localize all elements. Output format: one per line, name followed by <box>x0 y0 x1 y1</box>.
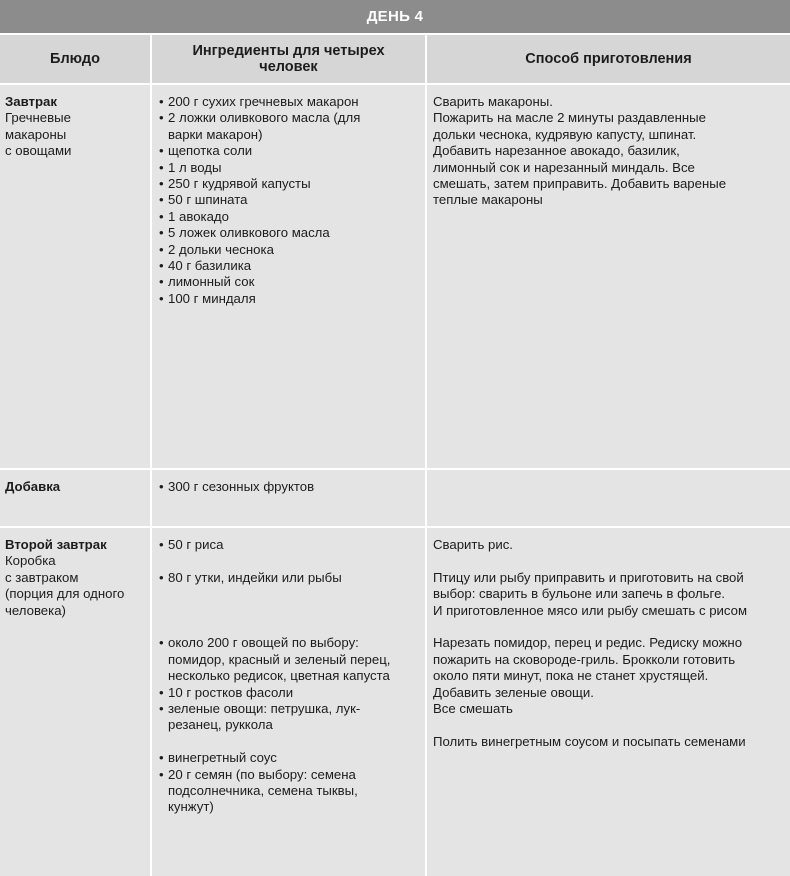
method-line: Добавить зеленые овощи. <box>433 684 594 700</box>
ingredient-text: 10 г ростков фасоли <box>168 684 294 700</box>
ingredient-text: около 200 г овощей по выбору: <box>168 635 359 651</box>
bullet-icon: • <box>159 569 164 585</box>
bullet-icon: • <box>159 192 164 208</box>
ingredient-text: 1 авокадо <box>168 208 229 224</box>
row2-ingredients-cell <box>152 470 425 526</box>
day-banner: ДЕНЬ 4 <box>0 0 790 33</box>
ingredient-text: 50 г риса <box>168 537 224 552</box>
ingredient-text: 250 г кудрявой капусты <box>168 176 311 192</box>
dish-desc-line: (порция для одного <box>5 586 125 602</box>
bullet-icon: • <box>159 684 164 700</box>
ingredient-text: 300 г сезонных фруктов <box>168 479 315 494</box>
dish-desc-line: с овощами <box>5 143 72 159</box>
row3-ingredients-cell <box>152 528 425 876</box>
bullet-icon: • <box>159 159 164 175</box>
ingredient-text: 2 ложки оливкового масла (для <box>168 110 361 126</box>
ingredient-item <box>159 570 425 586</box>
dish-desc-line: Коробка <box>5 553 56 569</box>
bullet-icon: • <box>159 290 164 306</box>
ingredient-text: 80 г утки, индейки или рыбы <box>168 569 342 585</box>
bullet-icon: • <box>159 176 164 192</box>
row3-method-cell <box>427 528 790 876</box>
ingredient-item <box>159 291 425 307</box>
method-line: Сварить рис. <box>433 537 513 552</box>
dish-name: Второй завтрак <box>5 537 107 552</box>
ingredient-text: кунжут) <box>168 799 214 815</box>
ingredient-text: 2 дольки чеснока <box>168 241 274 257</box>
ingredient-text: 40 г базилика <box>168 258 252 274</box>
dish-name: Завтрак <box>5 94 57 109</box>
ingredient-text: 1 л воды <box>168 159 222 175</box>
ingredient-item <box>159 225 425 241</box>
method-line: Пожарить на масле 2 минуты раздавленные <box>433 110 706 126</box>
ingredient-item <box>159 242 425 258</box>
method-line: Птицу или рыбу приправить и приготовить на свой <box>433 569 744 585</box>
ingredient-item <box>159 176 425 192</box>
bullet-icon: • <box>159 701 164 717</box>
ingredient-text: 5 ложек оливкового масла <box>168 225 330 241</box>
header-ingredients <box>152 35 425 83</box>
ingredient-item <box>159 94 425 110</box>
ingredient-text: щепотка соли <box>168 143 253 159</box>
method-line: теплые макароны <box>433 192 543 208</box>
ingredient-text: винегретный соус <box>168 750 277 766</box>
header-method-label: Способ приготовления <box>525 51 692 67</box>
ingredient-text: подсолнечника, семена тыквы, <box>168 783 358 799</box>
ingredient-text: лимонный сок <box>168 274 255 290</box>
bullet-icon: • <box>159 274 164 290</box>
ingredient-item <box>159 635 425 684</box>
ingredient-item <box>159 258 425 274</box>
ingredient-item <box>159 767 425 816</box>
ingredient-item <box>159 701 425 734</box>
bullet-icon: • <box>159 94 164 109</box>
bullet-icon: • <box>159 208 164 224</box>
bullet-icon: • <box>159 479 164 494</box>
method-line: около пяти минут, пока не станет хрустящей. <box>433 668 709 684</box>
ingredient-text: варки макарон) <box>168 126 263 142</box>
method-line: Нарезать помидор, перец и редис. Редиску можно <box>433 635 743 651</box>
bullet-icon: • <box>159 110 164 126</box>
ingredient-text: 100 г миндаля <box>168 290 256 306</box>
method-line: Сварить макароны. <box>433 94 553 109</box>
row3-dish-cell <box>0 528 150 876</box>
method-line: Все смешать <box>433 701 513 717</box>
ingredient-text: помидор, красный и зеленый перец, <box>168 651 391 667</box>
ingredient-text: резанец, руккола <box>168 717 273 733</box>
row1-ingredients-cell <box>152 85 425 468</box>
row2-dish-cell <box>0 470 150 526</box>
method-line: дольки чеснока, кудрявую капусту, шпинат. <box>433 126 697 142</box>
dish-desc-line: Гречневые <box>5 110 71 126</box>
dish-desc-line: человека) <box>5 602 66 618</box>
method-line: лимонный сок и нарезанный миндаль. Все <box>433 159 695 175</box>
ingredient-list <box>159 94 425 307</box>
method-line: пожарить на сковороде-гриль. Брокколи готовить <box>433 651 736 667</box>
row1-dish-cell <box>0 85 150 468</box>
dish-desc-line: макароны <box>5 126 67 142</box>
bullet-icon: • <box>159 241 164 257</box>
ingredient-item <box>159 143 425 159</box>
ingredient-text: несколько редисок, цветная капуста <box>168 668 390 684</box>
row1-method-cell <box>427 85 790 468</box>
ingredient-item <box>159 160 425 176</box>
row2-method-cell <box>427 470 790 526</box>
ingredient-text: зеленые овощи: петрушка, лук- <box>168 701 361 717</box>
method-line: Полить винегретным соусом и посыпать семенами <box>433 733 746 749</box>
header-dish <box>0 35 150 83</box>
bullet-icon: • <box>159 750 164 766</box>
bullet-icon: • <box>159 766 164 782</box>
ingredient-item <box>159 537 425 553</box>
dish-name: Добавка <box>5 479 61 494</box>
dish-desc-line: с завтраком <box>5 569 79 585</box>
header-ingredients-line2: человек <box>259 59 318 75</box>
header-dish-label: Блюдо <box>50 51 100 67</box>
ingredient-text: 50 г шпината <box>168 192 248 208</box>
ingredient-item <box>159 110 425 143</box>
bullet-icon: • <box>159 258 164 274</box>
header-ingredients-line1: Ингредиенты для четырех <box>192 43 385 59</box>
ingredient-item <box>159 685 425 701</box>
bullet-icon: • <box>159 143 164 159</box>
bullet-icon: • <box>159 537 164 552</box>
method-line: И приготовленное мясо или рыбу смешать с рисом <box>433 602 748 618</box>
bullet-icon: • <box>159 225 164 241</box>
ingredient-item <box>159 274 425 290</box>
ingredient-item <box>159 209 425 225</box>
method-line: смешать, затем приправить. Добавить вареные <box>433 176 727 192</box>
ingredient-item <box>159 192 425 208</box>
ingredient-text: 20 г семян (по выбору: семена <box>168 766 356 782</box>
ingredient-item <box>159 479 425 495</box>
method-line: выбор: сварить в бульоне или запечь в фольге. <box>433 586 726 602</box>
ingredient-text: 200 г сухих гречневых макарон <box>168 94 359 109</box>
bullet-icon: • <box>159 635 164 651</box>
ingredient-item <box>159 750 425 766</box>
method-line: Добавить нарезанное авокадо, базилик, <box>433 143 680 159</box>
header-method <box>427 35 790 83</box>
